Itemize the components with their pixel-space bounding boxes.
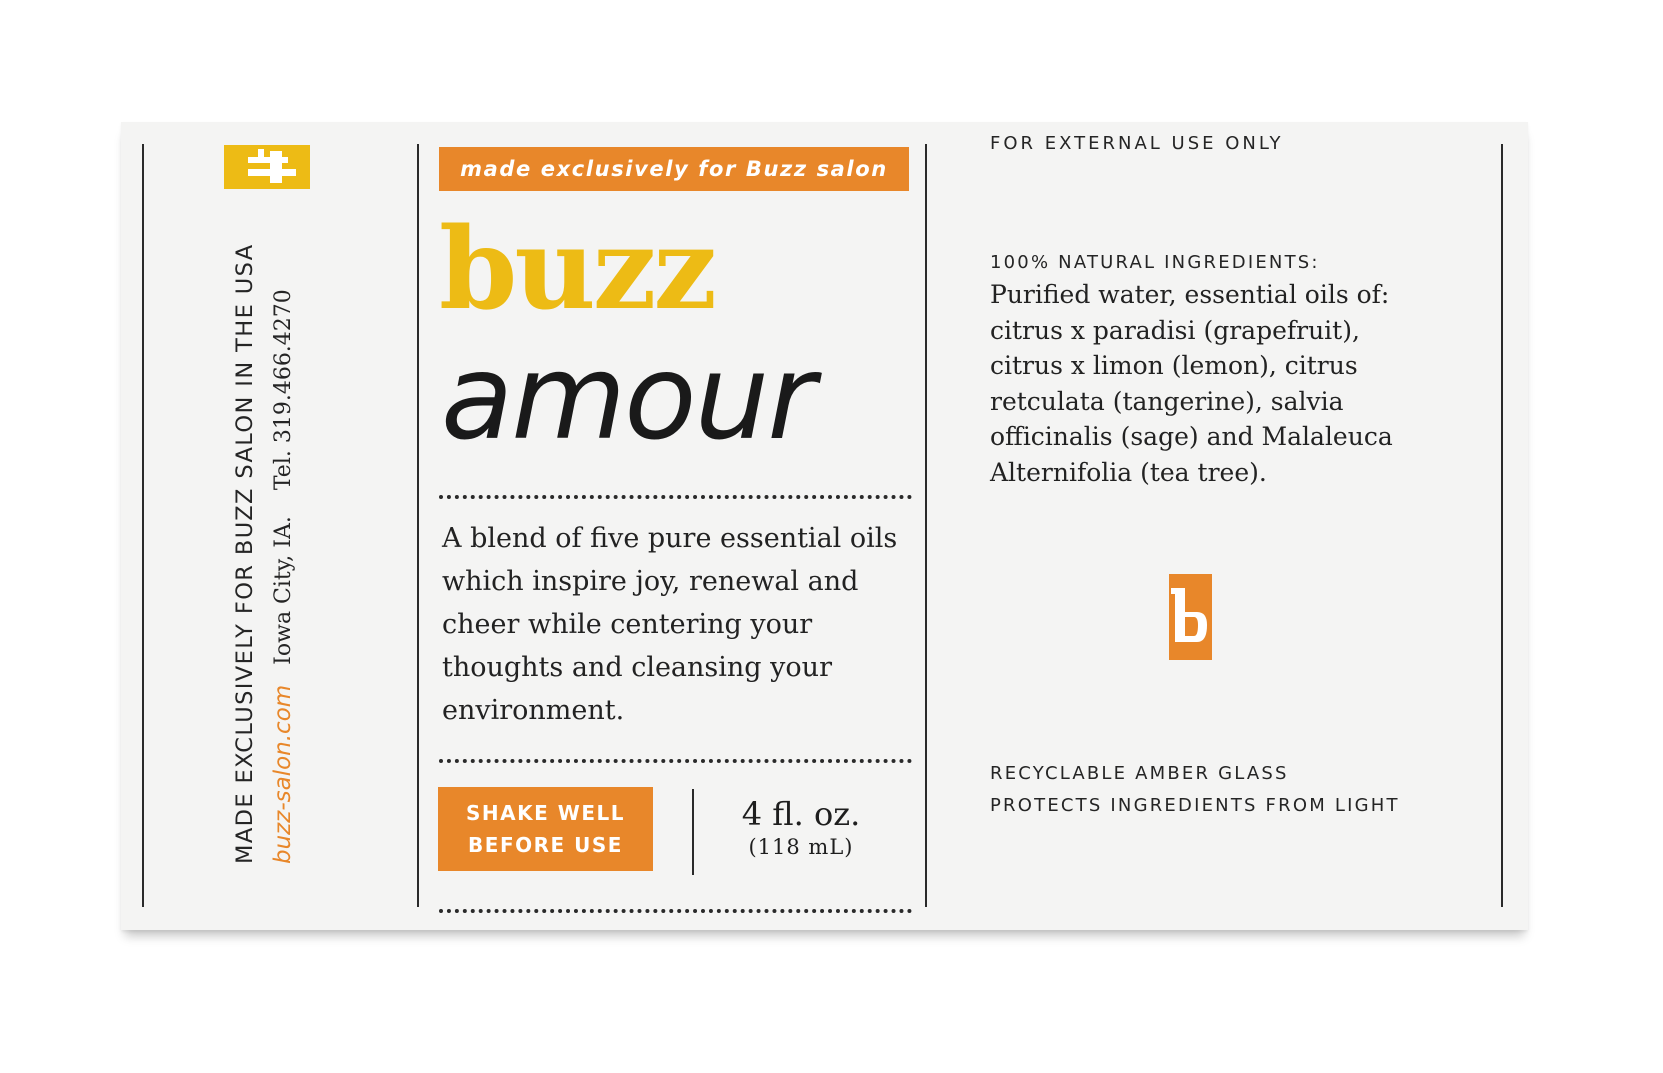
divider-rule <box>925 144 927 907</box>
shake-line-2: BEFORE USE <box>468 833 623 857</box>
website-link[interactable]: buzz-salon.com <box>270 684 296 864</box>
dotted-divider <box>439 495 912 499</box>
product-name: amour <box>441 328 814 466</box>
made-exclusively-line: MADE EXCLUSIVELY FOR BUZZ SALON IN THE USA <box>232 243 258 864</box>
shake-line-1: SHAKE WELL <box>466 801 625 825</box>
volume-separator <box>692 789 694 875</box>
recycle-line-2: PROTECTS INGREDIENTS FROM LIGHT <box>990 795 1400 816</box>
volume-oz: 4 fl. oz. <box>741 795 861 833</box>
dotted-divider <box>439 759 912 763</box>
product-label <box>121 122 1528 930</box>
brand-name: buzz <box>439 204 714 335</box>
volume-ml: (118 mL) <box>748 835 854 859</box>
dotted-divider <box>439 909 912 913</box>
buzz-b-logo-icon <box>1169 574 1212 660</box>
ingredients-heading: 100% NATURAL INGREDIENTS: <box>990 252 1320 273</box>
product-description: A blend of five pure essential oils which inspire joy, renewal and cheer while centering your thoughts and cleansing your environment. <box>442 523 898 726</box>
volume-block <box>721 794 881 860</box>
phone-text: Tel. 319.466.4270 <box>271 289 296 491</box>
contact-line <box>270 289 296 864</box>
buzz-logo-icon <box>224 145 310 189</box>
external-use-warning: FOR EXTERNAL USE ONLY <box>990 133 1284 154</box>
ingredients-list: Purified water, essential oils of: citrus x paradisi (grapefruit), citrus x limon (lemon), citrus retculata (tangerine), salvia officinalis (sage) and Malaleuca Alternifolia (tea tree). <box>990 280 1393 487</box>
shake-well-badge <box>438 787 653 871</box>
divider-rule <box>1501 144 1503 907</box>
divider-rule <box>417 144 419 907</box>
city-text: Iowa City, IA. <box>271 516 296 665</box>
recycle-line-1: RECYCLABLE AMBER GLASS <box>990 763 1289 784</box>
divider-rule <box>142 144 144 907</box>
exclusive-banner: made exclusively for Buzz salon <box>439 147 909 191</box>
